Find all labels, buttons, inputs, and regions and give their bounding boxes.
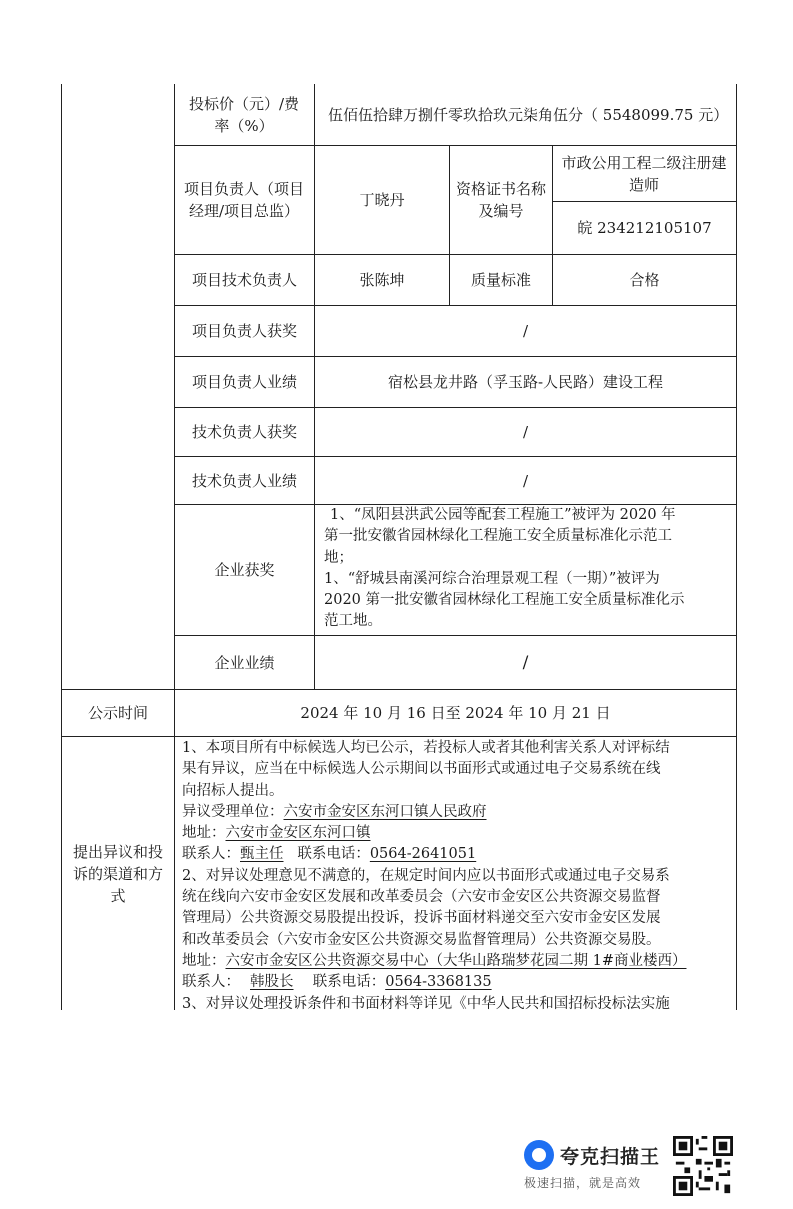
bid-price-value: 伍佰伍拾肆万捌仟零玖拾玖元柒角伍分（ 5548099.75 元） [328,106,729,124]
publicity-time-label: 公示时间 [87,704,148,722]
objection-channel-label [62,737,174,1010]
qr-code-icon [672,1136,734,1196]
text-line: 第一批安徽省园林绿化工程施工安全质量标准化示范工 [324,528,672,545]
pm-award-value: / [522,322,529,340]
label-line: 式 [110,886,126,905]
text-line: 2020 第一批安徽省园林绿化工程施工安全质量标准化示 [324,592,685,609]
text-line: 2、对异议处理意见不满意的，在规定时间内应以书面形式或通过电子交易系 [182,867,670,884]
certificate-number: 皖 234212105107 [577,219,712,237]
project-manager-label: 项目负责人（项目经理/项目总监） [183,180,304,220]
project-manager-name: 丁晓丹 [359,191,405,209]
complaint-contact-value: 韩股长 [250,974,294,991]
quality-label: 质量标准 [470,271,531,289]
tech-lead-name: 张陈坤 [359,271,405,289]
watermark-app-name: 夸克扫描王 [560,1146,661,1168]
text-line: 和改革委员会（六安市金安区公共资源交易监督管理局）公共资源交易股。 [182,931,661,948]
pm-award-label: 项目负责人获奖 [191,322,297,340]
text-line: 1、“凤阳县洪武公园等配套工程施工”被评为 2020 年 [330,507,676,523]
text-line: 统在线向六安市金安区发展和改革委员会（六安市金安区公共资源交易监督 [182,889,661,906]
text-line: 1、“舒城县南溪河综合治理景观工程（一期）”被评为 [324,570,660,587]
complaint-phone-value: 0564-3368135 [385,974,492,991]
phone-prefix: 联系电话： [297,846,370,863]
objection-address-line [182,823,734,844]
text-line: 管理局）公共资源交易股提出投诉，投诉书面材料递交至六安市金安区发展 [182,910,661,927]
watermark-slogan: 极速扫描，就是高效 [524,1176,642,1190]
pm-performance-value: 宿松县龙井路（孚玉路-人民路）建设工程 [387,373,664,391]
publicity-time-value: 2024 年 10 月 16 日至 2024 年 10 月 21 日 [300,704,611,722]
text-line: 地； [324,549,353,566]
quark-logo-icon [524,1140,554,1170]
enterprise-award-label: 企业获奖 [214,561,275,579]
objection-phone-value: 0564-2641051 [369,846,477,863]
label-line: 提出异议和投 [72,842,163,861]
contact-prefix: 联系人： [182,974,240,991]
enterprise-performance-label: 企业业绩 [214,653,275,672]
complaint-contact-line [182,972,734,993]
enterprise-award-text [324,505,734,633]
address-prefix: 地址： [182,952,226,969]
enterprise-performance-value: / [522,652,529,673]
text-line: 果有异议，应当在中标候选人公示期间以书面形式或通过电子交易系统在线 [182,761,661,778]
certificate-name: 市政公用工程二级注册建造师 [561,153,727,194]
text-line: 向招标人提出。 [182,782,284,799]
complaint-address-line [182,951,734,972]
tech-award-value: / [522,423,529,441]
text-line: 1、本项目所有中标候选人均已公示，若投标人或者其他利害关系人对评标结 [182,740,670,756]
objection-channel-text [182,738,734,1015]
tech-performance-value: / [522,471,529,490]
text-line: 3、对异议处理投诉条件和书面材料等详见《中华人民共和国招标投标法实施 [182,995,670,1012]
complaint-address-value: 六安市金安区公共资源交易中心（大华山路瑞梦花园二期 1#商业楼西） [225,952,687,969]
address-prefix: 地址： [182,825,226,842]
objection-address-value: 六安市金安区东河口镇 [225,825,371,842]
objection-contact-value: 甄主任 [240,846,284,863]
text-line: 范工地。 [324,613,382,630]
objection-unit-value: 六安市金安区东河口镇人民政府 [283,803,487,820]
objection-unit-line [182,802,734,823]
tech-performance-label: 技术负责人业绩 [191,471,297,490]
certificate-label: 资格证书名称及编号 [456,180,547,220]
unit-prefix: 异议受理单位： [182,803,284,820]
pm-performance-label: 项目负责人业绩 [191,373,297,391]
phone-prefix: 联系电话： [312,974,386,991]
tech-lead-label: 项目技术负责人 [191,271,297,289]
contact-prefix: 联系人： [182,846,240,863]
quality-value: 合格 [629,271,660,289]
scanner-watermark [520,1136,740,1196]
tech-award-label: 技术负责人获奖 [191,423,297,441]
objection-contact-line [182,844,734,865]
table-border [736,84,737,1010]
label-line: 诉的渠道和方 [72,864,163,883]
bid-price-label: 投标价（元）/费率（%） [188,95,300,135]
